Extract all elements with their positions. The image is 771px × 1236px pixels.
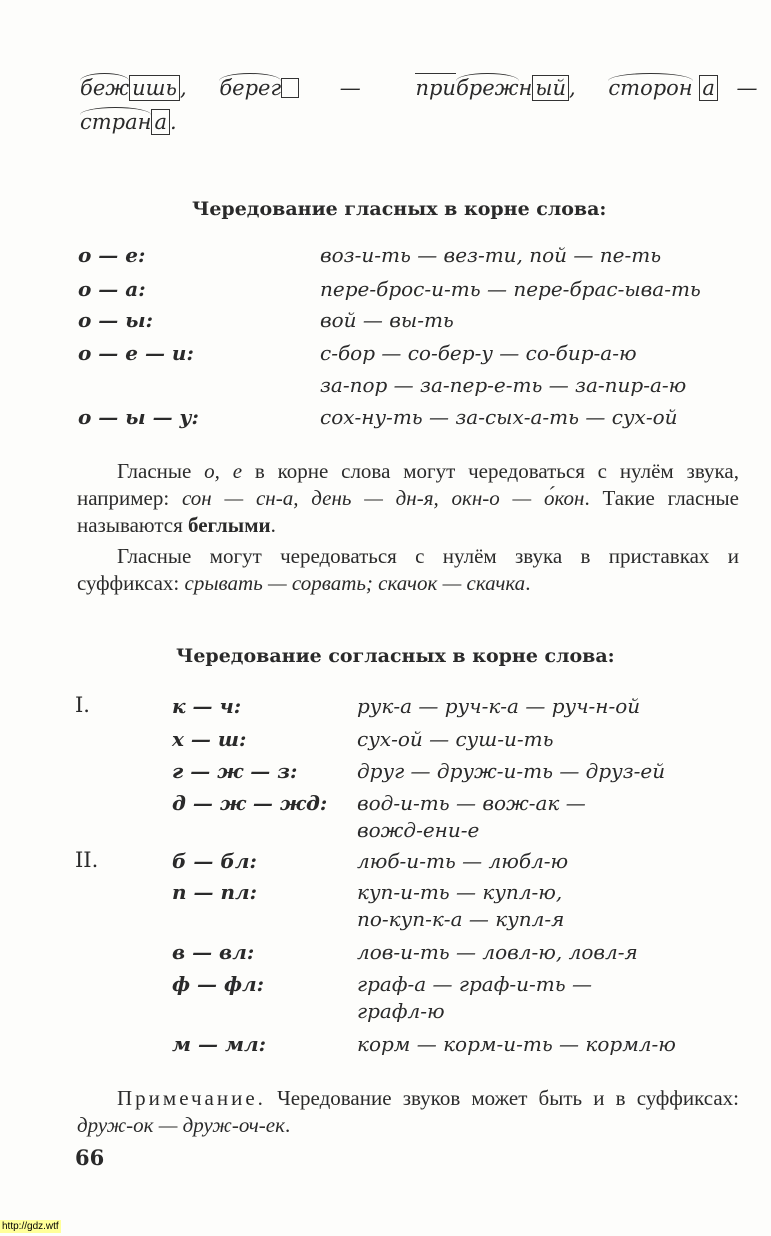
root: беж	[80, 73, 129, 100]
consonant-pair: х — ш:	[172, 727, 247, 751]
text: . Такие гласные называются	[77, 486, 739, 537]
punct: ,	[569, 76, 576, 100]
watermark-link[interactable]: http://gdz.wtf	[2, 1221, 59, 1232]
ending: а	[699, 75, 718, 101]
morpheme-line-2	[80, 110, 177, 134]
note-label: Примечание.	[117, 1086, 266, 1110]
consonant-example: лов-и-ть — ловл-ю, ловл-я	[357, 940, 638, 964]
example: о, е	[204, 459, 243, 483]
dash: —	[736, 76, 758, 100]
consonant-pair: м — мл:	[172, 1032, 266, 1056]
root: бреж	[456, 73, 519, 100]
example: срывать — сорвать; скачок — скачка	[184, 571, 526, 595]
text: в корне слова могут чередоваться с нулём звука, например:	[77, 459, 739, 510]
consonant-example: люб-и-ть — любл-ю	[357, 849, 569, 873]
punct: .	[170, 110, 177, 134]
page-number: 66	[75, 1145, 105, 1170]
consonant-pair: д — ж — жд:	[172, 791, 328, 815]
vowel-example: за-пор — за-пер-е-ть — за-пир-а-ю	[320, 373, 687, 397]
consonant-example: куп-и-ть — купл-ю,	[357, 880, 563, 904]
consonant-example: графл-ю	[357, 999, 445, 1023]
paragraph-prefixes	[77, 543, 739, 597]
vowel-example: с-бор — со-бер-у — со-бир-а-ю	[320, 341, 637, 365]
text: .	[270, 513, 276, 537]
vowel-pair: о — ы:	[78, 308, 153, 332]
ending: ый	[532, 75, 569, 101]
example: друж-ок — друж-оч-ек	[77, 1113, 285, 1137]
morpheme-line-1	[80, 76, 758, 100]
example: сон — сн-а, день — дн-я, окн-о — о́кон	[182, 486, 585, 510]
text: Чередование звуков может быть и в суффиксах:	[265, 1086, 739, 1110]
vowel-pair: о — е:	[78, 243, 146, 267]
vowel-example: воз-и-ть — вез-ти, пой — пе-ть	[320, 243, 662, 267]
ending: ишь	[129, 75, 180, 101]
consonant-example: рук-а — руч-к-а — руч-н-ой	[357, 694, 641, 718]
text: Гласные могут чередоваться с нулём звука в приставках и суффиксах:	[77, 544, 739, 595]
consonant-example: корм — корм-и-ть — кормл-ю	[357, 1032, 676, 1056]
consonant-example: друг — друж-и-ть — друз-ей	[357, 759, 666, 783]
text: .	[284, 1113, 291, 1137]
consonant-example: граф-а — граф-и-ть —	[357, 972, 592, 996]
suffix: н	[518, 76, 533, 100]
prefix: при	[415, 73, 456, 100]
consonant-heading: Чередование согласных в корне слова:	[176, 645, 615, 667]
text: .	[525, 571, 531, 595]
consonant-example: сух-ой — суш-и-ть	[357, 727, 554, 751]
group-label-1: I.	[75, 693, 90, 717]
root: стран	[80, 107, 151, 134]
vowel-pair: о — ы — у:	[78, 405, 199, 429]
punct: ,	[179, 76, 187, 100]
paragraph-fleeting-vowels	[77, 458, 739, 539]
consonant-pair: п — пл:	[172, 880, 258, 904]
ending: а	[151, 109, 170, 135]
vowel-example: вой — вы-ть	[320, 308, 454, 332]
vowel-example: пере-брос-и-ть — пере-брас-ыва-ть	[320, 277, 701, 301]
consonant-example: по-куп-к-а — купл-я	[357, 907, 565, 931]
consonant-pair: в — вл:	[172, 940, 255, 964]
consonant-pair: ф — фл:	[172, 972, 265, 996]
consonant-pair: г — ж — з:	[172, 759, 298, 783]
vowel-pair: о — е — и:	[78, 341, 194, 365]
vowel-pair: о — а:	[78, 277, 146, 301]
note-paragraph	[77, 1085, 739, 1139]
root: берег	[219, 73, 281, 100]
consonant-example: вод-и-ть — вож-ак —	[357, 791, 586, 815]
zero-ending	[281, 78, 299, 98]
term: беглыми	[188, 513, 271, 537]
consonant-pair: к — ч:	[172, 694, 242, 718]
consonant-pair: б — бл:	[172, 849, 257, 873]
vowel-example: сох-ну-ть — за-сых-а-ть — сух-ой	[320, 405, 678, 429]
root: сторон	[608, 73, 692, 100]
text: Гласные	[117, 459, 205, 483]
vowel-heading: Чередование гласных в корне слова:	[192, 198, 607, 220]
group-label-2: II.	[75, 848, 99, 872]
consonant-example: вожд-ени-е	[357, 818, 480, 842]
dash: —	[339, 76, 361, 100]
